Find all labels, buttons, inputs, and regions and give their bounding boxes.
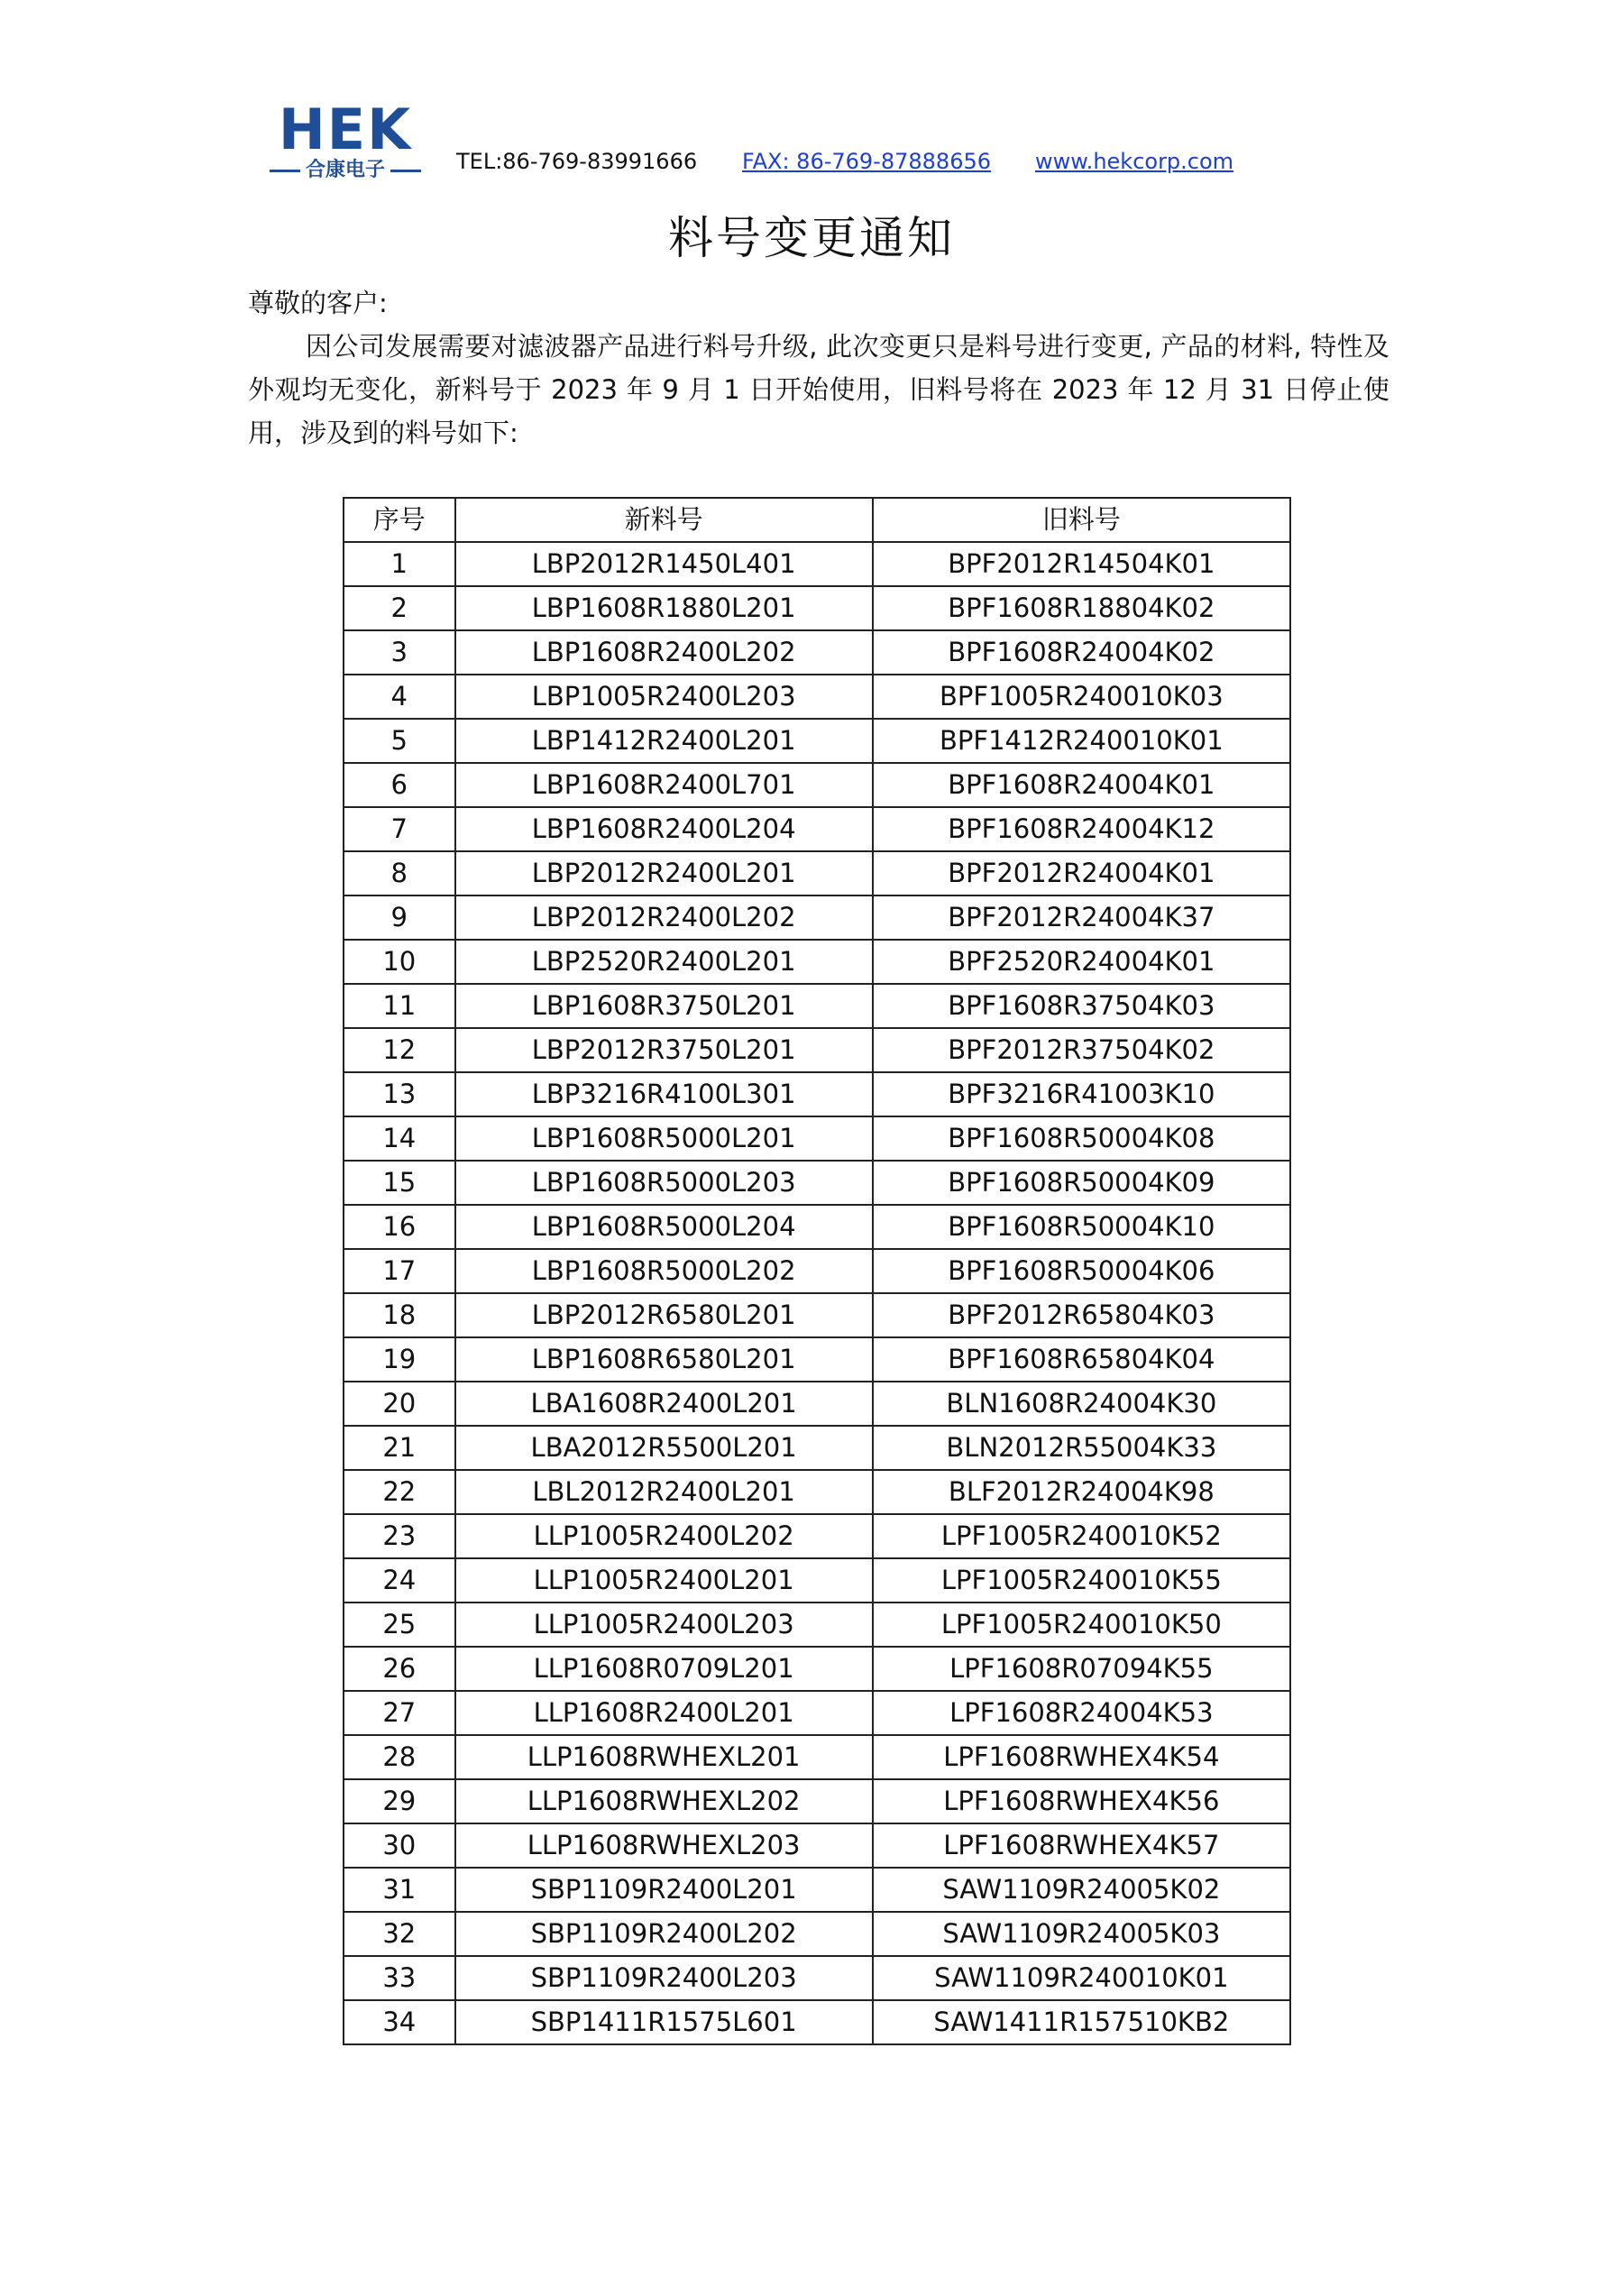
table-row (344, 1735, 1290, 1779)
row-index: 30 (344, 1823, 455, 1868)
table-row (344, 1337, 1290, 1382)
table-row (344, 1470, 1290, 1514)
new-part-number: LBA1608R2400L201 (455, 1382, 873, 1426)
row-index: 9 (344, 895, 455, 940)
old-part-number: BPF1608R50004K06 (873, 1249, 1290, 1293)
old-part-number: BLN1608R24004K30 (873, 1382, 1290, 1426)
new-part-number: LBP1608R5000L201 (455, 1116, 873, 1161)
new-part-number: LBP2012R2400L201 (455, 851, 873, 895)
part-number-table (343, 497, 1291, 2045)
row-index: 26 (344, 1647, 455, 1691)
old-part-number: BPF2012R24004K01 (873, 851, 1290, 895)
notice-paragraph: 因公司发展需要对滤波器产品进行料号升级, 此次变更只是料号进行变更, 产品的材料, 特性及外观均无变化，新料号于 2023 年 9 月 1 日开始使用，旧料号将在 2023 年 12 月 31 日停止使用，涉及到的料号如下: (248, 331, 1389, 448)
row-index: 1 (344, 542, 455, 586)
table-row (344, 1779, 1290, 1823)
row-index: 22 (344, 1470, 455, 1514)
table-row (344, 1558, 1290, 1603)
new-part-number: LBL2012R2400L201 (455, 1470, 873, 1514)
row-index: 11 (344, 984, 455, 1028)
old-part-number: BPF1608R24004K02 (873, 630, 1290, 675)
table-row (344, 1249, 1290, 1293)
new-part-number: LBP2012R2400L202 (455, 895, 873, 940)
old-part-number: BPF1608R24004K12 (873, 807, 1290, 851)
new-part-number: LLP1608R2400L201 (455, 1691, 873, 1735)
new-part-number: LLP1005R2400L203 (455, 1603, 873, 1647)
old-part-number: SAW1411R157510KB2 (873, 2000, 1290, 2044)
table-row (344, 851, 1290, 895)
row-index: 34 (344, 2000, 455, 2044)
new-part-number: LBP2520R2400L201 (455, 940, 873, 984)
old-part-number: BPF1608R37504K03 (873, 984, 1290, 1028)
old-part-number: BPF1005R240010K03 (873, 675, 1290, 719)
new-part-number: LLP1608RWHEXL202 (455, 1779, 873, 1823)
table-row (344, 807, 1290, 851)
row-index: 32 (344, 1912, 455, 1956)
row-index: 4 (344, 675, 455, 719)
old-part-number: LPF1005R240010K50 (873, 1603, 1290, 1647)
website-link[interactable]: www.hekcorp.com (1035, 149, 1234, 174)
row-index: 21 (344, 1426, 455, 1470)
old-part-number: BPF1608R50004K08 (873, 1116, 1290, 1161)
new-part-number: LLP1608R0709L201 (455, 1647, 873, 1691)
row-index: 18 (344, 1293, 455, 1337)
table-row (344, 719, 1290, 763)
row-index: 31 (344, 1868, 455, 1912)
telephone-number: TEL:86-769-83991666 (456, 149, 698, 174)
old-part-number: SAW1109R24005K03 (873, 1912, 1290, 1956)
row-index: 29 (344, 1779, 455, 1823)
table-row (344, 1426, 1290, 1470)
row-index: 25 (344, 1603, 455, 1647)
row-index: 33 (344, 1956, 455, 2000)
row-index: 12 (344, 1028, 455, 1072)
row-index: 13 (344, 1072, 455, 1116)
table-row (344, 542, 1290, 586)
new-part-number: LBA2012R5500L201 (455, 1426, 873, 1470)
table-row (344, 1514, 1290, 1558)
row-index: 3 (344, 630, 455, 675)
old-part-number: BPF1608R50004K09 (873, 1161, 1290, 1205)
header-index: 序号 (344, 498, 455, 542)
old-part-number: BPF2012R14504K01 (873, 542, 1290, 586)
old-part-number: BPF1608R18804K02 (873, 586, 1290, 630)
new-part-number: LBP1608R2400L701 (455, 763, 873, 807)
old-part-number: SAW1109R240010K01 (873, 1956, 1290, 2000)
new-part-number: LLP1005R2400L202 (455, 1514, 873, 1558)
row-index: 5 (344, 719, 455, 763)
old-part-number: BPF1608R65804K04 (873, 1337, 1290, 1382)
new-part-number: LBP3216R4100L301 (455, 1072, 873, 1116)
new-part-number: LBP1005R2400L203 (455, 675, 873, 719)
row-index: 2 (344, 586, 455, 630)
new-part-number: LBP2012R1450L401 (455, 542, 873, 586)
table-row (344, 1072, 1290, 1116)
new-part-number: LLP1005R2400L201 (455, 1558, 873, 1603)
table-row (344, 895, 1290, 940)
new-part-number: SBP1109R2400L203 (455, 1956, 873, 2000)
table-row (344, 1382, 1290, 1426)
new-part-number: LBP1608R6580L201 (455, 1337, 873, 1382)
table-row (344, 763, 1290, 807)
table-row (344, 1028, 1290, 1072)
new-part-number: LBP2012R6580L201 (455, 1293, 873, 1337)
old-part-number: LPF1005R240010K55 (873, 1558, 1290, 1603)
old-part-number: LPF1608R24004K53 (873, 1691, 1290, 1735)
old-part-number: BPF3216R41003K10 (873, 1072, 1290, 1116)
old-part-number: BPF2012R65804K03 (873, 1293, 1290, 1337)
old-part-number: LPF1608RWHEX4K54 (873, 1735, 1290, 1779)
old-part-number: LPF1608RWHEX4K56 (873, 1779, 1290, 1823)
table-row (344, 1823, 1290, 1868)
logo-subtitle (260, 159, 431, 182)
row-index: 15 (344, 1161, 455, 1205)
company-logo (260, 96, 431, 182)
table-row (344, 1868, 1290, 1912)
old-part-number: LPF1608R07094K55 (873, 1647, 1290, 1691)
table-row (344, 1293, 1290, 1337)
new-part-number: LBP1412R2400L201 (455, 719, 873, 763)
table-row (344, 1603, 1290, 1647)
fax-link[interactable]: FAX: 86-769-87888656 (742, 149, 991, 174)
new-part-number: LLP1608RWHEXL201 (455, 1735, 873, 1779)
old-part-number: LPF1005R240010K52 (873, 1514, 1290, 1558)
document-title: 料号变更通知 (668, 212, 955, 264)
new-part-number: LBP1608R2400L204 (455, 807, 873, 851)
old-part-number: BLF2012R24004K98 (873, 1470, 1290, 1514)
header-old-part-number: 旧料号 (873, 498, 1290, 542)
new-part-number: LBP1608R2400L202 (455, 630, 873, 675)
table-row (344, 1116, 1290, 1161)
old-part-number: BLN2012R55004K33 (873, 1426, 1290, 1470)
table-header-row (344, 498, 1290, 542)
row-index: 14 (344, 1116, 455, 1161)
new-part-number: LBP1608R3750L201 (455, 984, 873, 1028)
row-index: 17 (344, 1249, 455, 1293)
table-row (344, 984, 1290, 1028)
greeting: 尊敬的客户: (248, 288, 388, 318)
letterhead (260, 96, 1378, 191)
table-row (344, 940, 1290, 984)
row-index: 8 (344, 851, 455, 895)
row-index: 23 (344, 1514, 455, 1558)
new-part-number: SBP1109R2400L201 (455, 1868, 873, 1912)
old-part-number: BPF2520R24004K01 (873, 940, 1290, 984)
table-row (344, 1691, 1290, 1735)
row-index: 10 (344, 940, 455, 984)
new-part-number: LBP1608R5000L203 (455, 1161, 873, 1205)
old-part-number: LPF1608RWHEX4K57 (873, 1823, 1290, 1868)
new-part-number: LBP1608R1880L201 (455, 586, 873, 630)
row-index: 7 (344, 807, 455, 851)
table-row (344, 675, 1290, 719)
row-index: 6 (344, 763, 455, 807)
table-row (344, 586, 1290, 630)
row-index: 24 (344, 1558, 455, 1603)
table-row (344, 1912, 1290, 1956)
table-row (344, 630, 1290, 675)
table-row (344, 1647, 1290, 1691)
new-part-number: LBP1608R5000L202 (455, 1249, 873, 1293)
table-row (344, 1205, 1290, 1249)
table-row (344, 2000, 1290, 2044)
header-new-part-number: 新料号 (455, 498, 873, 542)
row-index: 16 (344, 1205, 455, 1249)
old-part-number: SAW1109R24005K02 (873, 1868, 1290, 1912)
logo-wordmark: HEK (278, 96, 413, 162)
new-part-number: LBP1608R5000L204 (455, 1205, 873, 1249)
table-row (344, 1956, 1290, 2000)
old-part-number: BPF1608R24004K01 (873, 763, 1290, 807)
row-index: 27 (344, 1691, 455, 1735)
table-body (344, 542, 1290, 2044)
new-part-number: LLP1608RWHEXL203 (455, 1823, 873, 1868)
new-part-number: SBP1411R1575L601 (455, 2000, 873, 2044)
row-index: 19 (344, 1337, 455, 1382)
old-part-number: BPF2012R37504K02 (873, 1028, 1290, 1072)
old-part-number: BPF1412R240010K01 (873, 719, 1290, 763)
new-part-number: SBP1109R2400L202 (455, 1912, 873, 1956)
row-index: 20 (344, 1382, 455, 1426)
new-part-number: LBP2012R3750L201 (455, 1028, 873, 1072)
old-part-number: BPF1608R50004K10 (873, 1205, 1290, 1249)
logo-subtitle-text: 合康电子 (305, 159, 385, 181)
row-index: 28 (344, 1735, 455, 1779)
old-part-number: BPF2012R24004K37 (873, 895, 1290, 940)
table-row (344, 1161, 1290, 1205)
